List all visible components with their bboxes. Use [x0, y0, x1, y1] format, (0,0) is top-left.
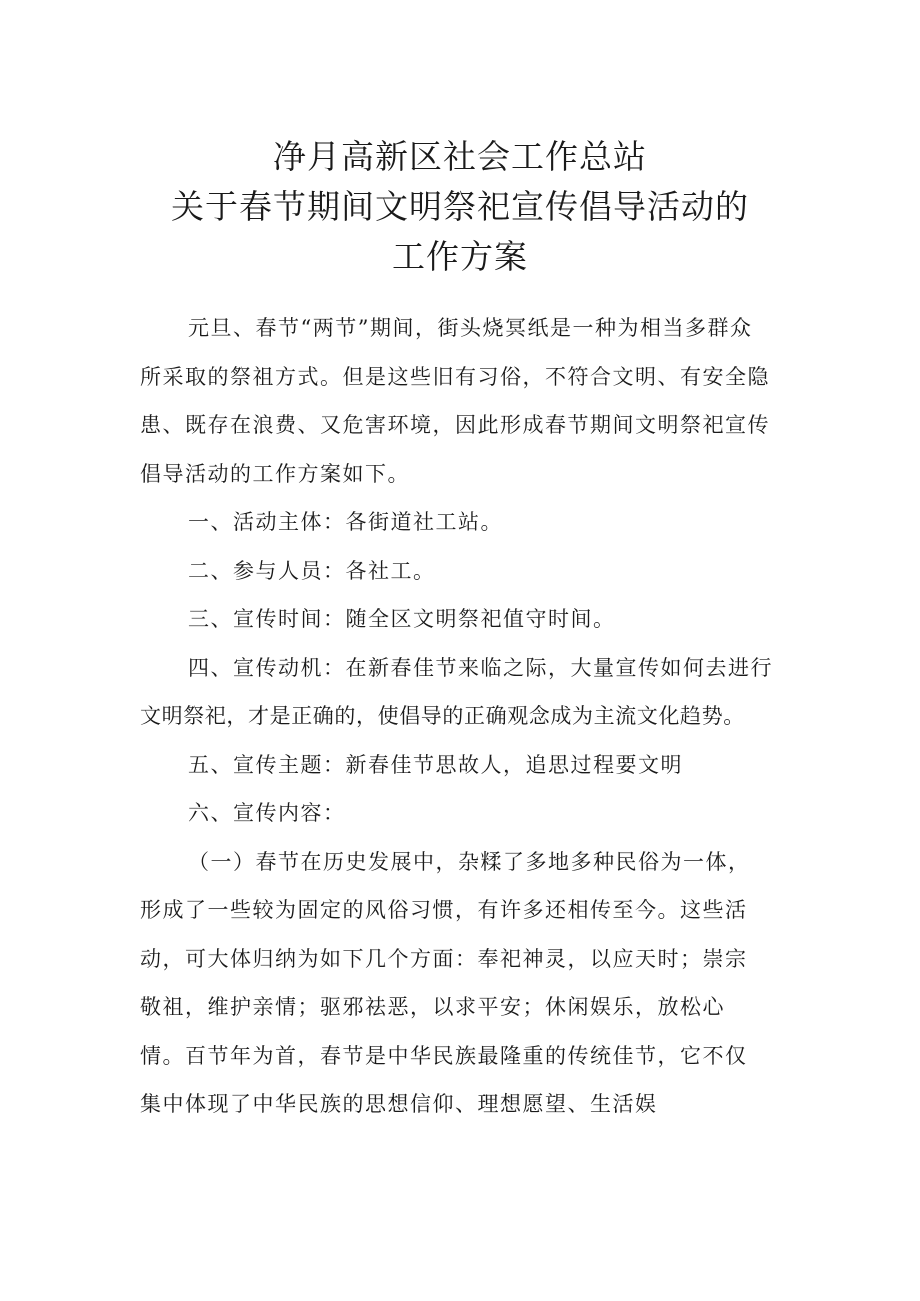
section-participants: 二、参与人员：各社工。: [188, 558, 436, 583]
paragraph-line: 敬祖，维护亲情；驱邪祛恶，以求平安；休闲娱乐，放松心: [140, 995, 725, 1019]
section-activity-subject: 一、活动主体：各街道社工站。: [188, 510, 503, 534]
paragraph-line: 集中体现了中华民族的思想信仰、理想愿望、生活娱: [140, 1092, 658, 1116]
paragraph-line: 患、既存在浪费、又危害环境，因此形成春节期间文明祭祀宣传: [140, 413, 770, 437]
paragraph-line: 文明祭祀，才是正确的，使倡导的正确观念成为主流文化趋势。: [140, 704, 745, 728]
paragraph-line: 倡导活动的工作方案如下。: [140, 461, 410, 486]
section-theme: 五、宣传主题：新春佳节思故人，追思过程要文明: [188, 752, 683, 777]
document-title: [0, 132, 920, 282]
title-line-2: 关于春节期间文明祭祀宣传倡导活动的: [171, 187, 749, 226]
paragraph-line: 形成了一些较为固定的风俗习惯，有许多还相传至今。这些活: [140, 898, 748, 922]
document-body: [140, 304, 790, 1129]
paragraph-line: 情。百节年为首，春节是中华民族最隆重的传统佳节，它不仅: [140, 1043, 748, 1068]
section-publicity-time: 三、宣传时间：随全区文明祭祀值守时间。: [188, 607, 616, 631]
title-line-1: 净月高新区社会工作总站: [273, 137, 647, 176]
section-content-heading: 六、宣传内容：: [188, 801, 346, 825]
title-line-3: 工作方案: [392, 237, 528, 276]
paragraph-line: 元旦、春节“两节”期间，街头烧冥纸是一种为相当多群众: [188, 316, 753, 340]
paragraph-line: 所采取的祭祖方式。但是这些旧有习俗，不符合文明、有安全隐: [140, 364, 770, 389]
paragraph-line: 动，可大体归纳为如下几个方面：奉祀神灵，以应天时；崇宗: [140, 946, 748, 971]
section-motivation: 四、宣传动机：在新春佳节来临之际，大量宣传如何去进行: [188, 655, 773, 680]
subsection-1-line: （一）春节在历史发展中，杂糅了多地多种民俗为一体，: [188, 849, 751, 874]
